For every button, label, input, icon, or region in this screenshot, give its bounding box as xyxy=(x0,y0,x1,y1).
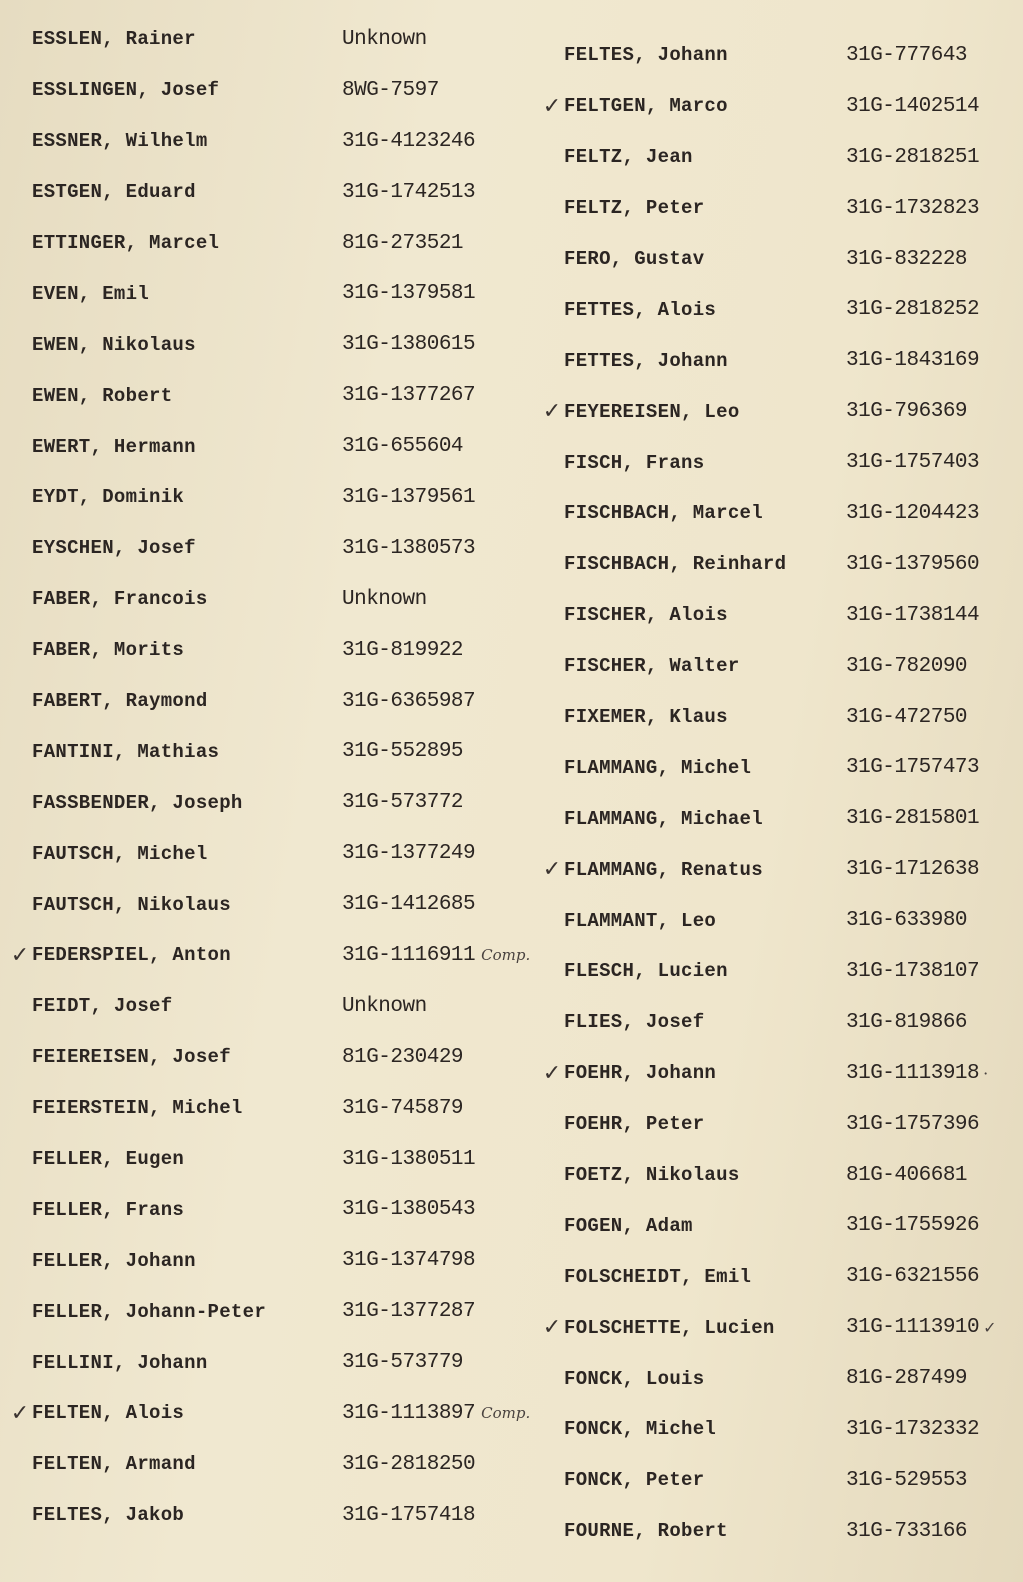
roster-row xyxy=(8,65,553,116)
service-number: 31G-1113910 xyxy=(846,1316,980,1340)
service-number: 31G-1116911 xyxy=(342,943,476,967)
check-mark: ✓ xyxy=(10,942,30,968)
service-number: 31G-2815801 xyxy=(846,807,980,831)
service-number: 31G-1712638 xyxy=(846,858,980,882)
roster-row xyxy=(540,1353,1010,1404)
service-number: 31G-2818250 xyxy=(342,1452,476,1476)
person-name: ESTGEN, Eduard xyxy=(32,181,196,204)
service-number: Unknown xyxy=(342,994,427,1018)
service-number: 81G-406681 xyxy=(846,1163,968,1187)
person-name: EVEN, Emil xyxy=(32,282,150,305)
roster-row xyxy=(540,1200,1010,1251)
person-name: FOLSCHEIDT, Emil xyxy=(564,1265,752,1288)
roster-row xyxy=(8,1388,553,1439)
roster-row xyxy=(8,981,553,1032)
person-name: FEIEREISEN, Josef xyxy=(32,1046,231,1069)
handwritten-note: Comp. xyxy=(481,946,531,965)
person-name: FONCK, Peter xyxy=(564,1469,705,1492)
person-name: FISCHBACH, Reinhard xyxy=(564,553,787,576)
roster-row xyxy=(8,1439,553,1490)
service-number: 31G-529553 xyxy=(846,1468,968,1492)
roster-row xyxy=(540,284,1010,335)
service-number: 31G-2818251 xyxy=(846,145,980,169)
roster-row xyxy=(540,30,1010,81)
service-number: 81G-287499 xyxy=(846,1367,968,1391)
person-name: FEYEREISEN, Leo xyxy=(564,400,740,423)
roster-row xyxy=(540,1251,1010,1302)
service-number: 31G-819922 xyxy=(342,638,464,662)
person-name: FETTES, Alois xyxy=(564,298,717,321)
roster-row xyxy=(8,167,553,218)
service-number: 31G-782090 xyxy=(846,654,968,678)
service-number: 31G-1379560 xyxy=(846,552,980,576)
person-name: FELTEN, Armand xyxy=(32,1453,196,1476)
roster-row xyxy=(8,777,553,828)
roster-row xyxy=(540,1404,1010,1455)
roster-row xyxy=(8,1286,553,1337)
service-number: 8WG-7597 xyxy=(342,78,439,102)
roster-row xyxy=(8,625,553,676)
service-number: 31G-1380543 xyxy=(342,1198,476,1222)
roster-row xyxy=(540,488,1010,539)
person-name: FOEHR, Peter xyxy=(564,1113,705,1136)
handwritten-note: Comp. xyxy=(481,1404,531,1423)
service-number: 31G-633980 xyxy=(846,909,968,933)
service-number: 31G-1732823 xyxy=(846,196,980,220)
roster-row xyxy=(8,523,553,574)
service-number: 31G-1377267 xyxy=(342,384,476,408)
person-name: FELLER, Johann xyxy=(32,1249,196,1272)
person-name: FOURNE, Robert xyxy=(564,1520,728,1543)
service-number: 31G-2818252 xyxy=(846,298,980,322)
person-name: EWEN, Robert xyxy=(32,384,173,407)
person-name: FABER, Francois xyxy=(32,588,208,611)
roster-row xyxy=(540,132,1010,183)
person-name: FANTINI, Mathias xyxy=(32,740,220,763)
person-name: ESSLINGEN, Josef xyxy=(32,79,220,102)
check-mark: ✓ xyxy=(542,1315,562,1341)
roster-row xyxy=(540,844,1010,895)
roster-row xyxy=(8,218,553,269)
roster-row xyxy=(8,1032,553,1083)
person-name: FERO, Gustav xyxy=(564,248,705,270)
roster-row xyxy=(540,1150,1010,1201)
service-number: 31G-1379561 xyxy=(342,485,476,509)
person-name: FEDERSPIEL, Anton xyxy=(32,944,231,967)
roster-row xyxy=(8,1083,553,1134)
roster-row xyxy=(8,421,553,472)
service-number: 31G-1732332 xyxy=(846,1417,980,1441)
service-number: 31G-1380573 xyxy=(342,536,476,560)
roster-row xyxy=(8,1235,553,1286)
roster-row xyxy=(8,879,553,930)
roster-row xyxy=(8,828,553,879)
roster-row xyxy=(540,742,1010,793)
person-name: FONCK, Michel xyxy=(564,1418,717,1441)
person-name: FELLINI, Johann xyxy=(32,1351,208,1374)
service-number: 31G-1380615 xyxy=(342,333,476,357)
roster-row xyxy=(8,726,553,777)
person-name: FELTES, Jakob xyxy=(32,1504,185,1527)
roster-row xyxy=(540,539,1010,590)
person-name: FLAMMANG, Michael xyxy=(564,807,763,830)
service-number: 31G-819866 xyxy=(846,1010,968,1034)
person-name: ESSLEN, Rainer xyxy=(32,28,196,51)
check-mark: ✓ xyxy=(542,93,562,119)
roster-row xyxy=(540,895,1010,946)
roster-row xyxy=(540,590,1010,641)
roster-row xyxy=(540,641,1010,692)
roster-row xyxy=(540,1506,1010,1557)
person-name: FAUTSCH, Nikolaus xyxy=(32,893,231,916)
person-name: EYDT, Dominik xyxy=(32,486,185,509)
person-name: FELTGEN, Marco xyxy=(564,95,728,118)
roster-row xyxy=(8,930,553,981)
service-number: 31G-1755926 xyxy=(846,1214,980,1238)
roster-row xyxy=(540,1099,1010,1150)
service-number: 31G-1113897 xyxy=(342,1401,476,1425)
service-number: 31G-1380511 xyxy=(342,1147,476,1171)
service-number: 31G-1379581 xyxy=(342,282,476,306)
person-name: FELTES, Johann xyxy=(564,44,728,67)
service-number: 31G-1204423 xyxy=(846,501,980,525)
service-number: 31G-1113918 xyxy=(846,1061,980,1085)
roster-row xyxy=(540,81,1010,132)
person-name: FISCHER, Walter xyxy=(564,655,740,678)
person-name: FETTES, Johann xyxy=(564,349,728,372)
roster-row xyxy=(8,472,553,523)
person-name: FELLER, Frans xyxy=(32,1198,185,1221)
service-number: 31G-832228 xyxy=(846,247,968,271)
person-name: FEIDT, Josef xyxy=(32,995,173,1018)
person-name: ESSNER, Wilhelm xyxy=(32,130,208,153)
roster-row xyxy=(540,793,1010,844)
service-number: 31G-1757418 xyxy=(342,1503,476,1527)
roster-row xyxy=(8,574,553,625)
person-name: FOETZ, Nikolaus xyxy=(564,1164,740,1187)
person-name: FABERT, Raymond xyxy=(32,690,208,713)
person-name: FELLER, Eugen xyxy=(32,1148,185,1171)
trailing-tick: ✓ xyxy=(983,1318,997,1338)
check-mark: ✓ xyxy=(10,1400,30,1426)
person-name: FELLER, Johann-Peter xyxy=(32,1300,267,1323)
person-name: FOGEN, Adam xyxy=(564,1214,693,1237)
roster-row xyxy=(540,997,1010,1048)
roster-row xyxy=(540,1455,1010,1506)
service-number: 31G-777643 xyxy=(846,43,968,67)
person-name: EYSCHEN, Josef xyxy=(32,537,196,560)
service-number: 31G-1374798 xyxy=(342,1249,476,1273)
trailing-tick: · xyxy=(983,1063,989,1083)
service-number: 31G-1757473 xyxy=(846,756,980,780)
service-number: 31G-796369 xyxy=(846,400,968,424)
service-number: 31G-472750 xyxy=(846,705,968,729)
right-column xyxy=(540,30,1010,1557)
person-name: FISCH, Frans xyxy=(564,451,705,474)
person-name: FLAMMANT, Leo xyxy=(564,909,717,932)
service-number: 31G-1738144 xyxy=(846,603,980,627)
check-mark: ✓ xyxy=(542,857,562,883)
roster-row xyxy=(8,1134,553,1185)
roster-row xyxy=(8,1490,553,1541)
service-number: 31G-733166 xyxy=(846,1519,968,1543)
left-column xyxy=(8,14,553,1541)
service-number: 31G-6321556 xyxy=(846,1265,980,1289)
service-number: 31G-745879 xyxy=(342,1096,464,1120)
person-name: FASSBENDER, Joseph xyxy=(32,791,243,814)
person-name: FABER, Morits xyxy=(32,639,185,662)
person-name: FLIES, Josef xyxy=(564,1011,705,1034)
roster-row xyxy=(8,268,553,319)
check-mark: ✓ xyxy=(542,399,562,425)
service-number: 81G-230429 xyxy=(342,1045,464,1069)
roster-row xyxy=(540,946,1010,997)
person-name: EWERT, Hermann xyxy=(32,435,196,458)
check-mark: ✓ xyxy=(542,1060,562,1086)
person-name: FOLSCHETTE, Lucien xyxy=(564,1316,775,1339)
roster-row xyxy=(8,319,553,370)
roster-row xyxy=(540,437,1010,488)
person-name: FLAMMANG, Renatus xyxy=(564,858,763,881)
service-number: 31G-1757396 xyxy=(846,1112,980,1136)
roster-row xyxy=(8,1184,553,1235)
roster-row xyxy=(540,1302,1010,1353)
roster-row xyxy=(8,14,553,65)
service-number: Unknown xyxy=(342,587,427,611)
person-name: FELTEN, Alois xyxy=(32,1402,185,1425)
service-number: 81G-273521 xyxy=(342,231,464,255)
roster-row xyxy=(8,370,553,421)
service-number: 31G-6365987 xyxy=(342,689,476,713)
roster-row xyxy=(540,234,1010,285)
roster-row xyxy=(540,183,1010,234)
person-name: FELTZ, Peter xyxy=(564,197,705,220)
roster-row xyxy=(8,1337,553,1388)
service-number: 31G-1843169 xyxy=(846,349,980,373)
service-number: 31G-1738107 xyxy=(846,959,980,983)
service-number: 31G-573779 xyxy=(342,1351,464,1375)
service-number: 31G-4123246 xyxy=(342,129,476,153)
person-name: FISCHBACH, Marcel xyxy=(564,502,763,525)
roster-row xyxy=(8,116,553,167)
person-name: FELTZ, Jean xyxy=(564,146,693,169)
service-number: 31G-1742513 xyxy=(342,180,476,204)
service-number: 31G-1757403 xyxy=(846,451,980,475)
roster-row xyxy=(540,692,1010,743)
service-number: 31G-1377287 xyxy=(342,1300,476,1324)
roster-row xyxy=(540,386,1010,437)
person-name: ETTINGER, Marcel xyxy=(32,232,220,254)
person-name: FLESCH, Lucien xyxy=(564,960,728,983)
roster-row xyxy=(540,1048,1010,1099)
service-number: 31G-655604 xyxy=(342,435,464,459)
person-name: FIXEMER, Klaus xyxy=(564,706,728,729)
service-number: 31G-573772 xyxy=(342,791,464,815)
service-number: 31G-1412685 xyxy=(342,893,476,917)
person-name: FLAMMANG, Michel xyxy=(564,756,752,779)
service-number: Unknown xyxy=(342,27,427,51)
person-name: FAUTSCH, Michel xyxy=(32,842,208,865)
person-name: FEIERSTEIN, Michel xyxy=(32,1097,243,1120)
person-name: FOEHR, Johann xyxy=(564,1062,717,1085)
roster-row xyxy=(8,676,553,727)
service-number: 31G-1377249 xyxy=(342,842,476,866)
service-number: 31G-552895 xyxy=(342,740,464,764)
service-number: 31G-1402514 xyxy=(846,94,980,118)
person-name: EWEN, Nikolaus xyxy=(32,333,196,356)
person-name: FONCK, Louis xyxy=(564,1367,705,1390)
person-name: FISCHER, Alois xyxy=(564,604,728,627)
roster-row xyxy=(540,335,1010,386)
